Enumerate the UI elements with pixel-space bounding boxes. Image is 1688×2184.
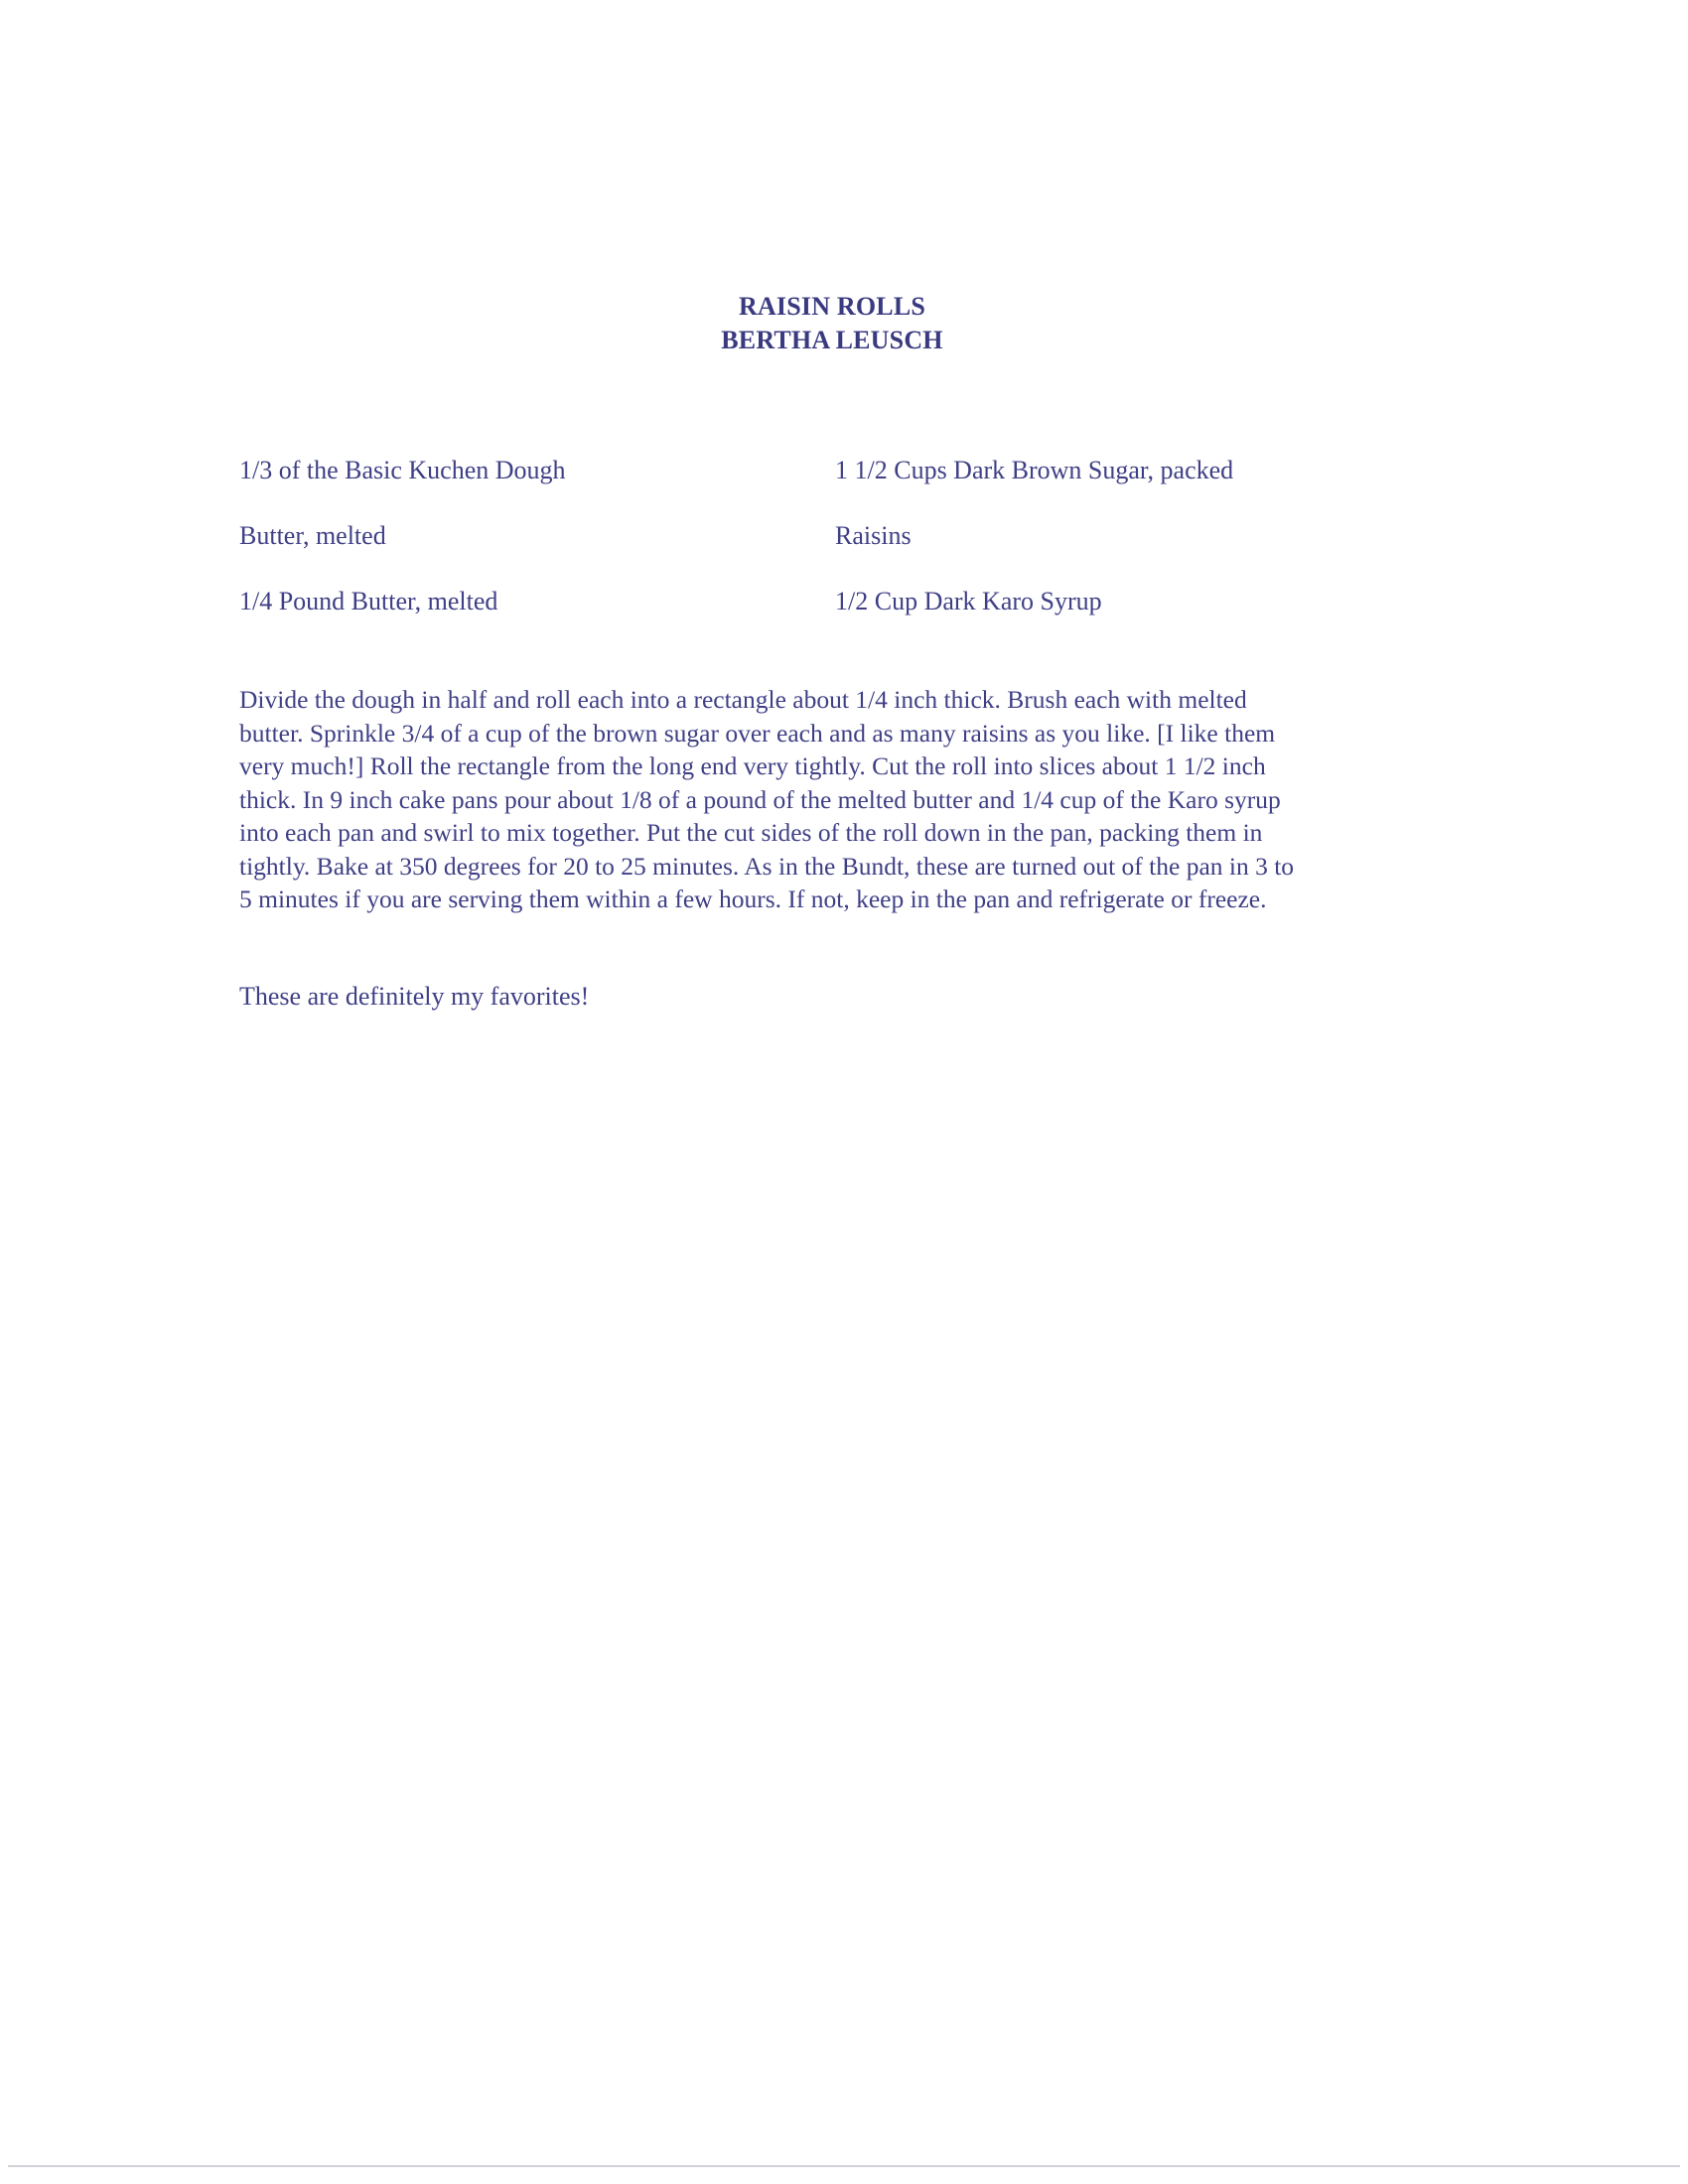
ingredient-item: 1/2 Cup Dark Karo Syrup — [835, 587, 1102, 615]
instruction-line: very much!] Roll the rectangle from the long end very tightly. Cut the roll into slices about 1 1/2 inch — [239, 751, 1266, 780]
ingredient-item: Butter, melted — [239, 521, 386, 550]
recipe-header — [0, 290, 1664, 357]
ingredient-item: 1/3 of the Basic Kuchen Dough — [239, 456, 566, 484]
instruction-line: Divide the dough in half and roll each into a rectangle about 1/4 inch thick. Brush each with melted — [239, 685, 1247, 714]
recipe-title: RAISIN ROLLS — [738, 292, 926, 321]
ingredient-item: Raisins — [835, 521, 912, 550]
instruction-line: butter. Sprinkle 3/4 of a cup of the brown sugar over each and as many raisins as you like. [I like them — [239, 718, 1276, 748]
instruction-line: tightly. Bake at 350 degrees for 20 to 25 minutes. As in the Bundt, these are turned out of the pan in 3 to — [239, 851, 1295, 881]
closing-note: These are definitely my favorites! — [239, 982, 590, 1011]
instruction-line: thick. In 9 inch cake pans pour about 1/8 of a pound of the melted butter and 1/4 cup of the Karo syrup — [239, 784, 1281, 814]
recipe-author: BERTHA LEUSCH — [721, 326, 943, 354]
ingredient-item: 1/4 Pound Butter, melted — [239, 587, 498, 615]
instruction-line: into each pan and swirl to mix together. Put the cut sides of the roll down in the pan, packing them in — [239, 818, 1263, 847]
instruction-line: 5 minutes if you are serving them within a few hours. If not, keep in the pan and refrigerate or freeze. — [239, 885, 1267, 913]
scan-edge-line — [8, 2165, 1680, 2167]
instructions-paragraph — [239, 683, 1431, 916]
ingredient-item: 1 1/2 Cups Dark Brown Sugar, packed — [835, 456, 1234, 484]
